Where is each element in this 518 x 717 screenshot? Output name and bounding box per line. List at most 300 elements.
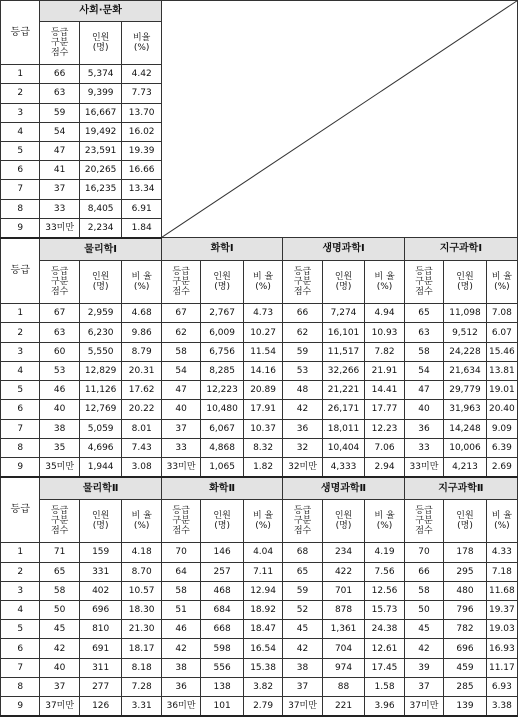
data-cell: 6.91 xyxy=(122,199,161,218)
data-cell: 8.70 xyxy=(122,562,161,581)
table-row xyxy=(1,581,518,600)
data-cell: 13.70 xyxy=(122,103,161,122)
data-cell: 26,171 xyxy=(322,400,365,419)
data-cell: 21.30 xyxy=(122,620,161,639)
grade-cell: 8 xyxy=(1,677,40,696)
data-cell: 17.62 xyxy=(122,381,161,400)
data-cell: 65 xyxy=(404,304,443,323)
data-cell: 15.73 xyxy=(365,601,404,620)
data-cell: 101 xyxy=(201,697,244,716)
data-cell: 221 xyxy=(322,697,365,716)
section2-subject-row xyxy=(1,238,518,261)
table-row xyxy=(1,381,518,400)
data-cell: 32,266 xyxy=(322,361,365,380)
data-cell: 4.68 xyxy=(122,304,161,323)
data-cell: 37 xyxy=(40,677,79,696)
subject-header-physics1: 물리학Ⅰ xyxy=(40,238,161,261)
data-cell: 3.96 xyxy=(365,697,404,716)
cutoff-score-header: 등급 구분 점수 xyxy=(40,260,79,303)
data-cell: 14.16 xyxy=(243,361,282,380)
data-cell: 63 xyxy=(404,323,443,342)
data-cell: 7.18 xyxy=(486,562,517,581)
data-cell: 3.08 xyxy=(122,457,161,476)
subject-header-chemistry1: 화학Ⅰ xyxy=(161,238,282,261)
data-cell: 59 xyxy=(40,103,79,122)
data-cell: 15.38 xyxy=(243,658,282,677)
data-cell: 4.18 xyxy=(122,543,161,562)
table-row xyxy=(1,400,518,419)
data-cell: 14,248 xyxy=(444,419,487,438)
data-cell: 4,333 xyxy=(322,457,365,476)
data-cell: 18,011 xyxy=(322,419,365,438)
data-cell: 5,550 xyxy=(79,342,122,361)
data-cell: 4.33 xyxy=(486,543,517,562)
grade-cell: 5 xyxy=(1,620,40,639)
grade-header: 등급 xyxy=(1,477,40,543)
count-header: 인원 (명) xyxy=(79,21,122,64)
data-cell: 1,361 xyxy=(322,620,365,639)
cutoff-score-header: 등급 구분 점수 xyxy=(404,499,443,542)
data-cell: 53 xyxy=(40,361,79,380)
data-cell: 311 xyxy=(79,658,122,677)
data-cell: 684 xyxy=(201,601,244,620)
data-cell: 37미만 xyxy=(404,697,443,716)
data-cell: 65 xyxy=(283,562,322,581)
data-cell: 38 xyxy=(283,658,322,677)
data-cell: 12,829 xyxy=(79,361,122,380)
data-cell: 2.94 xyxy=(365,457,404,476)
data-cell: 7.43 xyxy=(122,438,161,457)
data-cell: 37미만 xyxy=(283,697,322,716)
grade-cell: 1 xyxy=(1,543,40,562)
data-cell: 295 xyxy=(444,562,487,581)
data-cell: 8.01 xyxy=(122,419,161,438)
data-cell: 1.58 xyxy=(365,677,404,696)
data-cell: 42 xyxy=(161,639,200,658)
data-cell: 45 xyxy=(283,620,322,639)
data-cell: 9.09 xyxy=(486,419,517,438)
data-cell: 20,265 xyxy=(79,161,122,180)
section3-subject-row xyxy=(1,477,518,500)
data-cell: 7.08 xyxy=(486,304,517,323)
data-cell: 35미만 xyxy=(40,457,79,476)
count-header: 인원 (명) xyxy=(322,499,365,542)
grade-cell: 6 xyxy=(1,639,40,658)
table-row xyxy=(1,361,518,380)
data-cell: 47 xyxy=(161,381,200,400)
data-cell: 37미만 xyxy=(40,697,79,716)
data-cell: 146 xyxy=(201,543,244,562)
data-cell: 2,767 xyxy=(201,304,244,323)
data-cell: 38 xyxy=(161,658,200,677)
data-cell: 4.73 xyxy=(243,304,282,323)
data-cell: 47 xyxy=(404,381,443,400)
data-cell: 257 xyxy=(201,562,244,581)
data-cell: 8,285 xyxy=(201,361,244,380)
data-cell: 23,591 xyxy=(79,141,122,160)
data-cell: 331 xyxy=(79,562,122,581)
grade-cell: 7 xyxy=(1,658,40,677)
grade-cell: 7 xyxy=(1,180,40,199)
data-cell: 5,374 xyxy=(79,65,122,84)
data-cell: 1.82 xyxy=(243,457,282,476)
data-cell: 70 xyxy=(404,543,443,562)
data-cell: 20.40 xyxy=(486,400,517,419)
data-cell: 50 xyxy=(40,601,79,620)
data-cell: 3.82 xyxy=(243,677,282,696)
data-cell: 7.06 xyxy=(365,438,404,457)
data-cell: 468 xyxy=(201,581,244,600)
data-cell: 12.61 xyxy=(365,639,404,658)
data-cell: 67 xyxy=(161,304,200,323)
data-cell: 66 xyxy=(404,562,443,581)
data-cell: 16.66 xyxy=(122,161,161,180)
empty-area xyxy=(161,1,517,238)
data-cell: 4,868 xyxy=(201,438,244,457)
data-cell: 64 xyxy=(161,562,200,581)
data-cell: 59 xyxy=(283,581,322,600)
data-cell: 6.39 xyxy=(486,438,517,457)
data-cell: 32미만 xyxy=(283,457,322,476)
data-cell: 19.37 xyxy=(486,601,517,620)
data-cell: 62 xyxy=(161,323,200,342)
data-cell: 2,234 xyxy=(79,218,122,237)
data-cell: 36 xyxy=(283,419,322,438)
ratio-header: 비 율 (%) xyxy=(122,260,161,303)
cutoff-score-header: 등급 구분 점수 xyxy=(283,499,322,542)
data-cell: 12.23 xyxy=(365,419,404,438)
table-row xyxy=(1,457,518,476)
ratio-header: 비 율 (%) xyxy=(243,499,282,542)
grade-cell: 2 xyxy=(1,84,40,103)
data-cell: 6,067 xyxy=(201,419,244,438)
data-cell: 598 xyxy=(201,639,244,658)
data-cell: 19.03 xyxy=(486,620,517,639)
data-cell: 138 xyxy=(201,677,244,696)
data-cell: 4.04 xyxy=(243,543,282,562)
data-cell: 33 xyxy=(404,438,443,457)
table-row xyxy=(1,562,518,581)
grade-cell: 1 xyxy=(1,304,40,323)
data-cell: 33 xyxy=(40,199,79,218)
data-cell: 20.89 xyxy=(243,381,282,400)
grade-cell: 9 xyxy=(1,218,40,237)
data-cell: 24.38 xyxy=(365,620,404,639)
data-cell: 37 xyxy=(40,180,79,199)
data-cell: 701 xyxy=(322,581,365,600)
data-cell: 8,405 xyxy=(79,199,122,218)
data-cell: 10.93 xyxy=(365,323,404,342)
data-cell: 12.56 xyxy=(365,581,404,600)
data-cell: 39 xyxy=(404,658,443,677)
data-cell: 33미만 xyxy=(161,457,200,476)
data-cell: 159 xyxy=(79,543,122,562)
data-cell: 8.79 xyxy=(122,342,161,361)
data-cell: 20.22 xyxy=(122,400,161,419)
data-cell: 6,009 xyxy=(201,323,244,342)
data-cell: 32 xyxy=(283,438,322,457)
table-row xyxy=(1,677,518,696)
data-cell: 402 xyxy=(79,581,122,600)
data-cell: 12,223 xyxy=(201,381,244,400)
data-cell: 46 xyxy=(40,381,79,400)
data-cell: 54 xyxy=(40,122,79,141)
data-cell: 422 xyxy=(322,562,365,581)
table-row xyxy=(1,304,518,323)
section1-subject-row xyxy=(1,1,518,22)
data-cell: 3.38 xyxy=(486,697,517,716)
data-cell: 19.39 xyxy=(122,141,161,160)
data-cell: 10,480 xyxy=(201,400,244,419)
data-cell: 6.07 xyxy=(486,323,517,342)
data-cell: 5,059 xyxy=(79,419,122,438)
ratio-header: 비 율 (%) xyxy=(122,499,161,542)
data-cell: 18.92 xyxy=(243,601,282,620)
grade-cell: 3 xyxy=(1,103,40,122)
data-cell: 974 xyxy=(322,658,365,677)
data-cell: 52 xyxy=(283,601,322,620)
data-cell: 18.17 xyxy=(122,639,161,658)
table-row xyxy=(1,543,518,562)
data-cell: 70 xyxy=(161,543,200,562)
table-row xyxy=(1,658,518,677)
data-cell: 50 xyxy=(404,601,443,620)
cutoff-score-header: 등급 구분 점수 xyxy=(404,260,443,303)
data-cell: 4.94 xyxy=(365,304,404,323)
data-cell: 41 xyxy=(40,161,79,180)
grade-cell: 5 xyxy=(1,141,40,160)
data-cell: 63 xyxy=(40,84,79,103)
subject-header-life-science2: 생명과학Ⅱ xyxy=(283,477,404,500)
data-cell: 8.18 xyxy=(122,658,161,677)
data-cell: 2.69 xyxy=(486,457,517,476)
data-cell: 277 xyxy=(79,677,122,696)
data-cell: 7.11 xyxy=(243,562,282,581)
ratio-header: 비 율 (%) xyxy=(365,260,404,303)
data-cell: 67 xyxy=(40,304,79,323)
data-cell: 20.31 xyxy=(122,361,161,380)
ratio-header: 비 율 (%) xyxy=(365,499,404,542)
data-cell: 4,213 xyxy=(444,457,487,476)
table-row xyxy=(1,419,518,438)
data-cell: 58 xyxy=(161,581,200,600)
data-cell: 796 xyxy=(444,601,487,620)
data-cell: 668 xyxy=(201,620,244,639)
data-cell: 68 xyxy=(283,543,322,562)
section2-column-header-row xyxy=(1,260,518,303)
data-cell: 58 xyxy=(40,581,79,600)
data-cell: 47 xyxy=(40,141,79,160)
count-header: 인원 (명) xyxy=(444,499,487,542)
ratio-header: 비율 (%) xyxy=(122,21,161,64)
data-cell: 17.91 xyxy=(243,400,282,419)
data-cell: 7.82 xyxy=(365,342,404,361)
data-cell: 2.79 xyxy=(243,697,282,716)
data-cell: 696 xyxy=(444,639,487,658)
data-cell: 33미만 xyxy=(40,218,79,237)
data-cell: 16.02 xyxy=(122,122,161,141)
data-cell: 10.37 xyxy=(243,419,282,438)
data-cell: 10.57 xyxy=(122,581,161,600)
data-cell: 24,228 xyxy=(444,342,487,361)
data-cell: 11,517 xyxy=(322,342,365,361)
data-cell: 42 xyxy=(283,639,322,658)
grade-cell: 6 xyxy=(1,400,40,419)
data-cell: 480 xyxy=(444,581,487,600)
count-header: 인원 (명) xyxy=(79,260,122,303)
grade-cell: 7 xyxy=(1,419,40,438)
data-cell: 21,221 xyxy=(322,381,365,400)
data-cell: 31,963 xyxy=(444,400,487,419)
data-cell: 878 xyxy=(322,601,365,620)
subject-header-physics2: 물리학Ⅱ xyxy=(40,477,161,500)
data-cell: 21,634 xyxy=(444,361,487,380)
data-cell: 45 xyxy=(404,620,443,639)
data-cell: 6,756 xyxy=(201,342,244,361)
grade-cell: 5 xyxy=(1,381,40,400)
data-cell: 48 xyxy=(283,381,322,400)
data-cell: 11.54 xyxy=(243,342,282,361)
data-cell: 54 xyxy=(161,361,200,380)
data-cell: 51 xyxy=(161,601,200,620)
data-cell: 16,667 xyxy=(79,103,122,122)
cutoff-score-header: 등급 구분 점수 xyxy=(40,21,79,64)
data-cell: 37 xyxy=(283,677,322,696)
data-cell: 36 xyxy=(161,677,200,696)
data-cell: 16.93 xyxy=(486,639,517,658)
data-cell: 459 xyxy=(444,658,487,677)
data-cell: 66 xyxy=(40,65,79,84)
data-cell: 4,696 xyxy=(79,438,122,457)
data-cell: 3.31 xyxy=(122,697,161,716)
grade-cell: 8 xyxy=(1,438,40,457)
grade-cell: 8 xyxy=(1,199,40,218)
grade-cell: 4 xyxy=(1,361,40,380)
data-cell: 696 xyxy=(79,601,122,620)
grade-cell: 4 xyxy=(1,601,40,620)
grade-header: 등급 xyxy=(1,1,40,65)
data-cell: 62 xyxy=(283,323,322,342)
cutoff-score-header: 등급 구분 점수 xyxy=(40,499,79,542)
data-cell: 7.73 xyxy=(122,84,161,103)
data-cell: 40 xyxy=(161,400,200,419)
data-cell: 285 xyxy=(444,677,487,696)
data-cell: 126 xyxy=(79,697,122,716)
data-cell: 14.41 xyxy=(365,381,404,400)
data-cell: 45 xyxy=(40,620,79,639)
data-cell: 40 xyxy=(40,400,79,419)
table-row xyxy=(1,620,518,639)
data-cell: 16,235 xyxy=(79,180,122,199)
table-row xyxy=(1,639,518,658)
table-row xyxy=(1,697,518,716)
count-header: 인원 (명) xyxy=(201,260,244,303)
data-cell: 704 xyxy=(322,639,365,658)
data-cell: 10,006 xyxy=(444,438,487,457)
data-cell: 1,065 xyxy=(201,457,244,476)
data-cell: 782 xyxy=(444,620,487,639)
data-cell: 40 xyxy=(404,400,443,419)
data-cell: 36미만 xyxy=(161,697,200,716)
data-cell: 15.46 xyxy=(486,342,517,361)
data-cell: 16.54 xyxy=(243,639,282,658)
ratio-header: 비 율 (%) xyxy=(243,260,282,303)
data-cell: 33미만 xyxy=(404,457,443,476)
subject-header-social-culture: 사회·문화 xyxy=(40,1,161,22)
data-cell: 63 xyxy=(40,323,79,342)
data-cell: 13.81 xyxy=(486,361,517,380)
data-cell: 18.47 xyxy=(243,620,282,639)
subject-header-earth-science2: 지구과학Ⅱ xyxy=(404,477,517,500)
data-cell: 54 xyxy=(404,361,443,380)
data-cell: 46 xyxy=(161,620,200,639)
grade-cell: 2 xyxy=(1,562,40,581)
cutoff-score-header: 등급 구분 점수 xyxy=(161,499,200,542)
grade-cell: 3 xyxy=(1,581,40,600)
data-cell: 71 xyxy=(40,543,79,562)
grade-header: 등급 xyxy=(1,238,40,304)
data-cell: 13.34 xyxy=(122,180,161,199)
count-header: 인원 (명) xyxy=(201,499,244,542)
data-cell: 21.91 xyxy=(365,361,404,380)
data-cell: 8.32 xyxy=(243,438,282,457)
data-cell: 9,512 xyxy=(444,323,487,342)
subject-header-earth-science1: 지구과학Ⅰ xyxy=(404,238,517,261)
data-cell: 12,769 xyxy=(79,400,122,419)
data-cell: 691 xyxy=(79,639,122,658)
data-cell: 58 xyxy=(404,581,443,600)
data-cell: 11,098 xyxy=(444,304,487,323)
data-cell: 66 xyxy=(283,304,322,323)
section3-column-header-row xyxy=(1,499,518,542)
data-cell: 12.94 xyxy=(243,581,282,600)
cutoff-score-header: 등급 구분 점수 xyxy=(161,260,200,303)
count-header: 인원 (명) xyxy=(322,260,365,303)
data-cell: 35 xyxy=(40,438,79,457)
cutoff-score-header: 등급 구분 점수 xyxy=(283,260,322,303)
grade-cell: 4 xyxy=(1,122,40,141)
data-cell: 37 xyxy=(161,419,200,438)
grade-cell: 9 xyxy=(1,457,40,476)
data-cell: 9,399 xyxy=(79,84,122,103)
data-cell: 1.84 xyxy=(122,218,161,237)
grade-cell: 2 xyxy=(1,323,40,342)
data-cell: 65 xyxy=(40,562,79,581)
grade-cell: 9 xyxy=(1,697,40,716)
data-cell: 556 xyxy=(201,658,244,677)
data-cell: 6.93 xyxy=(486,677,517,696)
count-header: 인원 (명) xyxy=(79,499,122,542)
ratio-header: 비 율 (%) xyxy=(486,499,517,542)
data-cell: 11.17 xyxy=(486,658,517,677)
data-cell: 7.56 xyxy=(365,562,404,581)
data-cell: 7.28 xyxy=(122,677,161,696)
data-cell: 10.27 xyxy=(243,323,282,342)
table-row xyxy=(1,438,518,457)
data-cell: 36 xyxy=(404,419,443,438)
data-cell: 7,274 xyxy=(322,304,365,323)
data-cell: 4.42 xyxy=(122,65,161,84)
table-row xyxy=(1,601,518,620)
table-row xyxy=(1,323,518,342)
data-cell: 234 xyxy=(322,543,365,562)
data-cell: 17.77 xyxy=(365,400,404,419)
data-cell: 18.30 xyxy=(122,601,161,620)
data-cell: 19.01 xyxy=(486,381,517,400)
data-cell: 810 xyxy=(79,620,122,639)
data-cell: 10,404 xyxy=(322,438,365,457)
data-cell: 9.86 xyxy=(122,323,161,342)
